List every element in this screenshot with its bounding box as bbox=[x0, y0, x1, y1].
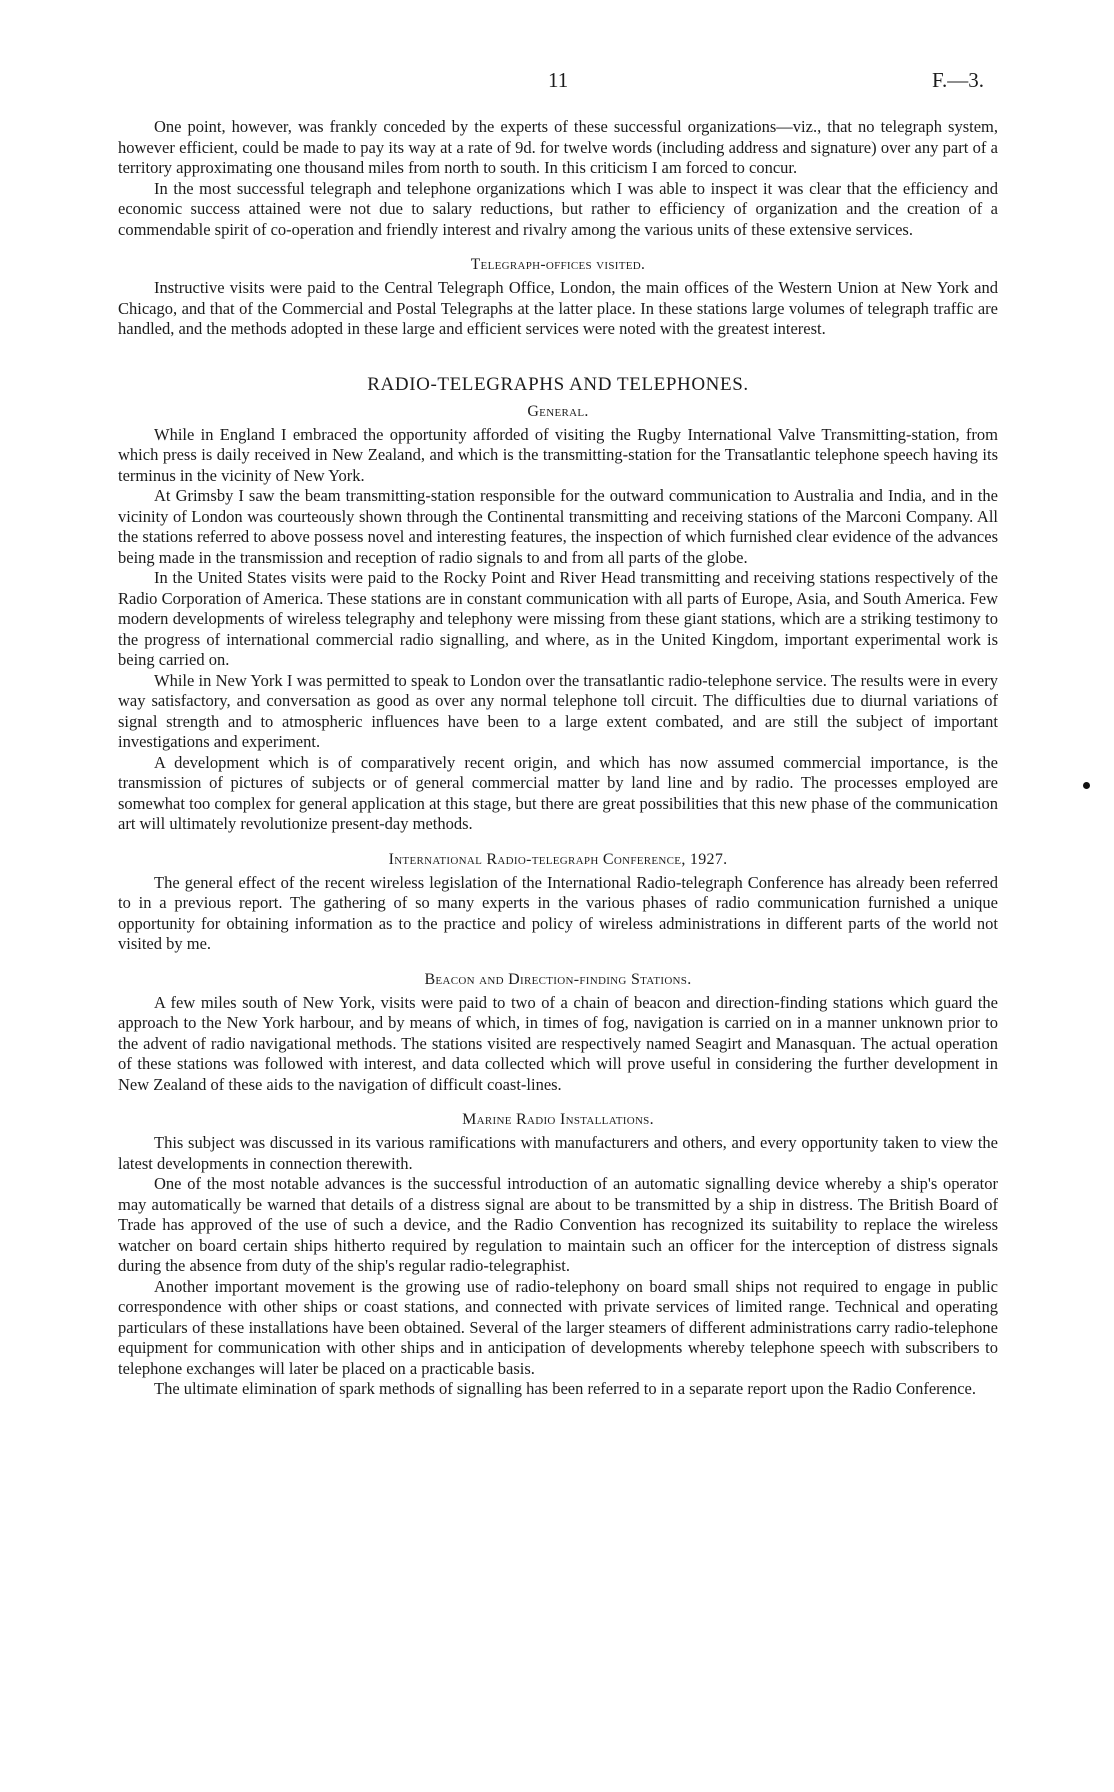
paragraph: While in England I embraced the opportunity afforded of visiting the Rugby International Valve Transmitting-station, from which press is daily received in New Zealand, and which is the transmitting-station for the Transatlantic telephone speech having its terminus in the vicinity of New York. bbox=[118, 424, 998, 485]
intro-section bbox=[118, 117, 998, 240]
marine-section bbox=[118, 1133, 998, 1400]
telegraph-offices-section bbox=[118, 278, 998, 340]
paragraph: In the United States visits were paid to the Rocky Point and River Head transmitting and receiving stations respectively of the Radio Corporation of America. These stations are in constant communication with all parts of Europe, Asia, and South America. Few modern developments of wireless telegraphy and telephony were missing from these giant stations, which are a striking testimony to the progress of international commercial radio signalling, and where, as in the United Kingdom, important experimental work is being carried on. bbox=[118, 568, 998, 669]
subsection-heading-general: General. bbox=[527, 402, 589, 420]
paragraph: The general effect of the recent wireless legislation of the International Radio-telegraph Conference has already been referred to in a previous report. The gathering of so many experts in the various phases of radio communication furnished a unique opportunity for obtaining information as to the practice and policy of wireless administrations in different parts of the world not visited by me. bbox=[118, 872, 998, 953]
page-body bbox=[118, 117, 998, 1400]
subsection-heading-beacon: Beacon and Direction-finding Stations. bbox=[424, 970, 692, 988]
section-title-radio: RADIO-TELEGRAPHS AND TELEPHONES. bbox=[367, 373, 749, 395]
page-number: 11 bbox=[548, 68, 569, 92]
subsection-heading-marine: Marine Radio Installations. bbox=[462, 1111, 654, 1128]
document-code: F.—3. bbox=[932, 68, 984, 92]
paragraph: One point, however, was frankly conceded by the experts of these successful organizations—viz., that no telegraph system, however efficient, could be made to pay its way at a rate of 9d. for twelve words (including address and signature) over any part of a territory approximating one thousand miles from north to south. In this criticism I am forced to concur. bbox=[118, 117, 998, 177]
page-header bbox=[0, 68, 1114, 98]
paragraph: A development which is of comparatively recent origin, and which has now assumed commercial importance, is the transmission of pictures of subjects or of general commercial matter by land line and by radio. The processes employed are somewhat too complex for general application at this stage, but there are great possibilities that this new phase of the communication art will ultimately revolutionize present-day methods. bbox=[118, 752, 998, 833]
paragraph: One of the most notable advances is the successful introduction of an automatic signalling device whereby a ship's operator may automatically be warned that details of a distress signal are about to be transmitted by a ship in distress. The British Board of Trade has approved of the use of such a device, and the Radio Convention has recognized its suitability to replace the wireless watcher on board certain ships hitherto required by regulation to maintain such an officer for the interception of distress signals during the absence from duty of the ship's regular radio-telegraphist. bbox=[118, 1174, 998, 1275]
paragraph: At Grimsby I saw the beam transmitting-station responsible for the outward communication to Australia and India, and in the vicinity of London was courteously shown through the Continental transmitting and receiving stations of the Marconi Company. All the stations referred to above possess novel and interesting features, the inspection of which furnished clear evidence of the advances being made in the transmission and reception of radio signals to and from all parts of the globe. bbox=[118, 486, 998, 567]
conference-section bbox=[118, 873, 998, 955]
paragraph: In the most successful telegraph and telephone organizations which I was able to inspect it was clear that the efficiency and economic success attained were not due to salary reductions, but rather to efficiency of organization and the creation of a commendable spirit of co-operation and friendly interest and rivalry among the various units of these extensive services. bbox=[118, 178, 998, 239]
paragraph: While in New York I was permitted to speak to London over the transatlantic radio-telephone service. The results were in every way satisfactory, and conversation as good as over any normal telephone toll circuit. The difficulties due to diurnal variations of signal strength and to atmospheric influences have been to a large extent combated, and are still the subject of important investigations and experiment. bbox=[118, 670, 998, 751]
paragraph: The ultimate elimination of spark methods of signalling has been referred to in a separate report upon the Radio Conference. bbox=[154, 1379, 976, 1398]
margin-dot-mark bbox=[1083, 782, 1090, 789]
paragraph: Instructive visits were paid to the Central Telegraph Office, London, the main offices of the Western Union at New York and Chicago, and that of the Commercial and Postal Telegraphs at the latter place. In these stations large volumes of telegraph traffic are handled, and the methods adopted in these large and efficient services were noted with the greatest interest. bbox=[118, 278, 998, 338]
paragraph: A few miles south of New York, visits were paid to two of a chain of beacon and direction-finding stations which guard the approach to the New York harbour, and by means of which, in times of fog, navigation is carried on in a manner unknown prior to the advent of radio navigational methods. The stations visited are respectively named Seagirt and Manasquan. The actual operation of these stations was followed with interest, and data collected which will prove useful in considering the further development in New Zealand of these aids to the navigation of difficult coast-lines. bbox=[118, 992, 998, 1094]
subsection-heading-conference: International Radio-telegraph Conference, 1927. bbox=[388, 850, 728, 868]
general-section bbox=[118, 425, 998, 835]
paragraph: Another important movement is the growing use of radio-telephony on board small ships not required to engage in public correspondence with other ships or coast stations, and connected with private services of limited range. Technical and operating particulars of these installations have been obtained. Several of the larger steamers of different administrations carry radio-telephone equipment for communication with other ships and in anticipation of developments whereby telephone speech with subscribers to telephone exchanges will later be placed on a practicable basis. bbox=[118, 1276, 998, 1378]
beacon-section bbox=[118, 993, 998, 1096]
paragraph: This subject was discussed in its various ramifications with manufacturers and others, and every opportunity taken to view the latest developments in connection therewith. bbox=[118, 1133, 998, 1173]
section-heading-telegraph-offices: Telegraph-offices visited. bbox=[470, 256, 646, 273]
